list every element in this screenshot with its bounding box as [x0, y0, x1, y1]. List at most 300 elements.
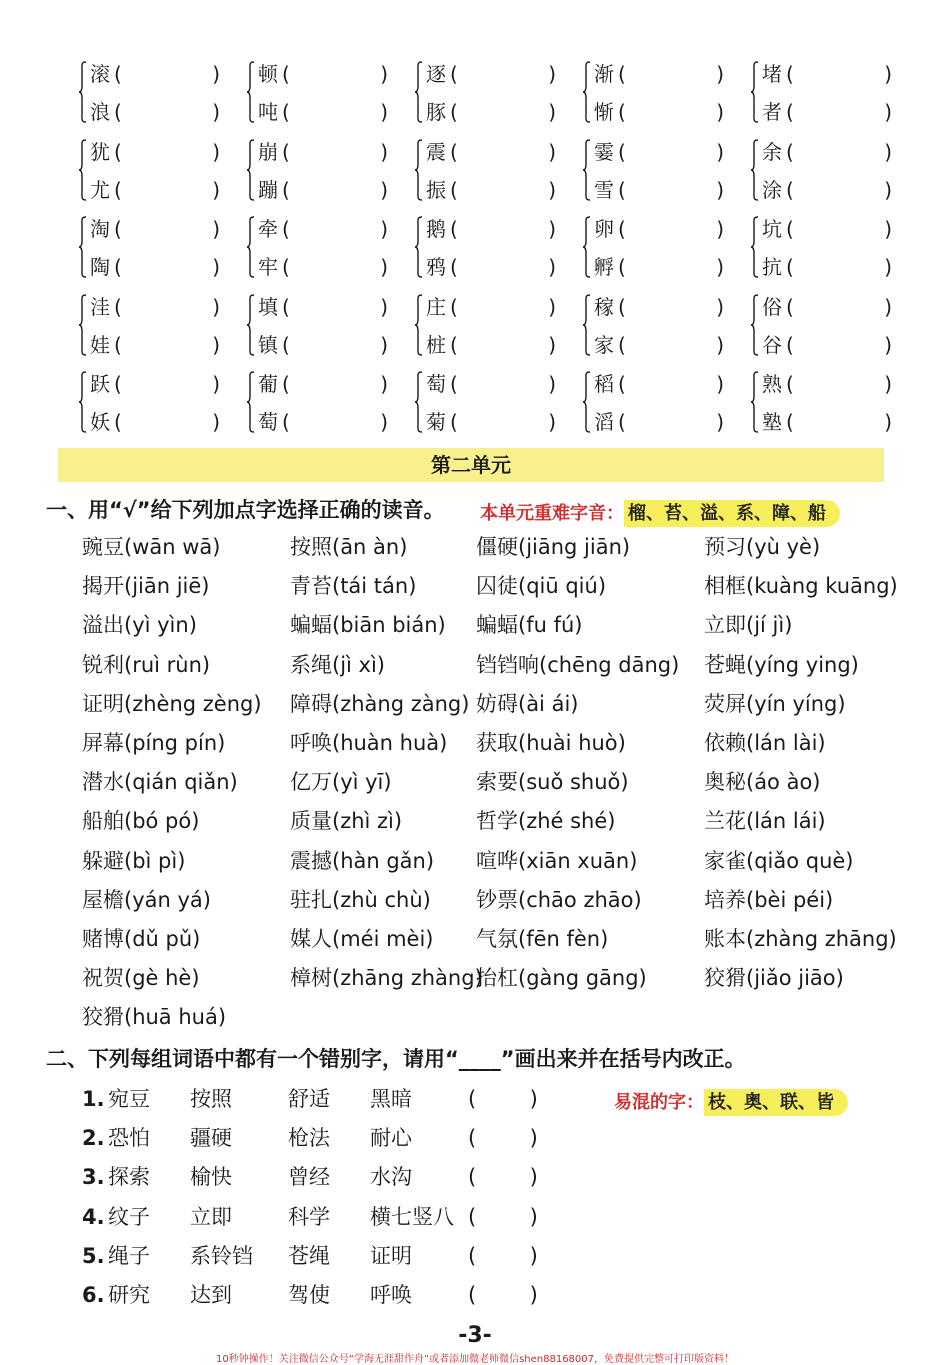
pair-character: 跃: [90, 372, 110, 396]
pinyin-choice-item[interactable]: 喧哗(xiān xuān): [476, 848, 638, 873]
pair-character: 牢: [258, 255, 278, 279]
pair-line[interactable]: [762, 175, 892, 205]
open-paren: (: [114, 410, 122, 434]
brace-icon: [750, 61, 759, 123]
brace-icon: [750, 216, 759, 278]
answer-parentheses[interactable]: ( ): [468, 1126, 538, 1151]
pair-character: 顿: [258, 62, 278, 86]
pair-line[interactable]: [90, 59, 220, 89]
character-pair: [414, 55, 556, 131]
open-paren: (: [786, 139, 794, 164]
close-paren: ): [548, 62, 556, 86]
pair-line[interactable]: [762, 97, 892, 127]
pinyin-choice-item[interactable]: 预习(yù yè): [704, 535, 821, 559]
close-paren: ): [380, 410, 388, 434]
pair-character: 鹅: [426, 217, 446, 241]
pair-character: 填: [258, 294, 278, 319]
pinyin-choice-item[interactable]: 溢出(yì yìn): [82, 613, 197, 638]
word-option[interactable]: 曾经: [288, 1165, 330, 1190]
pair-line[interactable]: [762, 292, 892, 322]
pair-line[interactable]: [594, 59, 724, 89]
row-number: 5.: [82, 1243, 105, 1268]
open-paren: (: [282, 100, 290, 124]
pair-line[interactable]: [594, 292, 724, 322]
pinyin-choice-item[interactable]: 气氛(fēn fèn): [476, 927, 609, 951]
pair-line[interactable]: [426, 137, 556, 167]
brace-icon: [78, 294, 87, 356]
brace-icon: [582, 139, 591, 201]
row-number: 4.: [82, 1204, 105, 1229]
pair-character: 家: [594, 332, 614, 357]
close-paren: ): [380, 139, 388, 164]
pair-character: 抗: [762, 255, 782, 279]
character-pair: [414, 210, 556, 286]
pair-character: 塾: [762, 410, 782, 434]
open-paren: (: [450, 255, 458, 279]
pair-character: 菊: [426, 410, 446, 434]
pair-line[interactable]: [258, 59, 388, 89]
pinyin-choice-item[interactable]: 狡猾(huā huá): [82, 1005, 227, 1030]
character-pair: [750, 210, 892, 286]
pinyin-choice-item[interactable]: 质量(zhì zì): [290, 809, 403, 834]
error-word-row: [82, 1083, 552, 1115]
open-paren: (: [450, 410, 458, 434]
pair-line[interactable]: [426, 59, 556, 89]
pair-line[interactable]: [258, 330, 388, 360]
pair-character: 蹦: [258, 177, 278, 202]
word-option[interactable]: 舒适: [288, 1087, 330, 1111]
row-number: 2.: [82, 1126, 105, 1151]
pair-line[interactable]: [594, 407, 724, 437]
close-paren: ): [884, 255, 892, 279]
character-pair: [78, 288, 220, 364]
pair-line[interactable]: [90, 330, 220, 360]
pinyin-choice-item[interactable]: 荧屏(yín yíng): [704, 691, 846, 716]
word-option[interactable]: 疆硬: [190, 1126, 232, 1151]
open-paren: (: [618, 294, 626, 319]
brace-icon: [414, 294, 423, 356]
pinyin-choice-item[interactable]: 账本(zhàng zhāng): [704, 927, 897, 951]
brace-icon: [78, 139, 87, 201]
pair-character: 谷: [762, 332, 782, 357]
close-paren: ): [380, 372, 388, 396]
pinyin-choice-item[interactable]: 震撼(hàn gǎn): [290, 848, 435, 873]
close-paren: ): [380, 217, 388, 241]
pair-line[interactable]: [90, 137, 220, 167]
character-pair: [246, 210, 388, 286]
open-paren: (: [282, 217, 290, 241]
close-paren: ): [884, 217, 892, 241]
pair-character: 振: [426, 177, 446, 202]
pinyin-choice-item[interactable]: 祝贺(gè hè): [82, 966, 200, 991]
close-paren: ): [884, 410, 892, 434]
pinyin-choice-item[interactable]: 豌豆(wān wā): [82, 535, 221, 559]
close-paren: ): [212, 62, 220, 86]
page-number: -3-: [458, 1323, 492, 1348]
open-paren: (: [618, 372, 626, 396]
open-paren: (: [282, 294, 290, 319]
pair-line[interactable]: [594, 330, 724, 360]
pair-line[interactable]: [762, 330, 892, 360]
word-option[interactable]: 立即: [190, 1204, 232, 1229]
close-paren: ): [716, 62, 724, 86]
word-option[interactable]: 恐怕: [108, 1126, 150, 1151]
pair-line[interactable]: [90, 407, 220, 437]
open-paren: (: [450, 217, 458, 241]
character-pair: [414, 288, 556, 364]
open-paren: (: [282, 177, 290, 202]
pair-line[interactable]: [762, 252, 892, 282]
pair-character: 娃: [90, 332, 110, 357]
pinyin-choice-item[interactable]: 屋檐(yán yá): [82, 887, 211, 912]
open-paren: (: [618, 100, 626, 124]
pair-row: [78, 288, 893, 366]
pair-character: 豚: [426, 100, 446, 124]
pinyin-choice-item[interactable]: 潜水(qián qiǎn): [82, 770, 238, 795]
character-pair: [750, 133, 892, 209]
brace-icon: [78, 216, 87, 278]
pair-line[interactable]: [258, 369, 388, 399]
word-option[interactable]: 探索: [108, 1165, 150, 1190]
character-pair: [582, 55, 724, 131]
brace-icon: [246, 371, 255, 433]
q2-note-highlight: 枝、奥、联、皆: [704, 1089, 848, 1116]
pinyin-choice-item[interactable]: 苍蝇(yíng ying): [704, 652, 859, 677]
pinyin-choice-item[interactable]: 青苔(tái tán): [290, 574, 417, 599]
pair-line[interactable]: [90, 175, 220, 205]
question-2-title: 二、下列每组词语中都有一个错别字，请用“____”画出来并在括号内改正。: [46, 1047, 746, 1071]
pair-character: 余: [762, 139, 782, 164]
open-paren: (: [114, 255, 122, 279]
pinyin-choice-item[interactable]: 奥秘(áo ào): [704, 770, 821, 795]
pinyin-choice-item[interactable]: 铛铛响(chēng dāng): [476, 652, 680, 677]
pinyin-choice-item[interactable]: 妨碍(ài ái): [476, 691, 579, 716]
open-paren: (: [450, 332, 458, 357]
open-paren: (: [786, 255, 794, 279]
close-paren: ): [380, 294, 388, 319]
pair-character: 涂: [762, 177, 782, 202]
answer-parentheses[interactable]: ( ): [468, 1243, 538, 1268]
close-paren: ): [716, 294, 724, 319]
pair-character: 妖: [90, 410, 110, 434]
pair-character: 熟: [762, 372, 782, 396]
pair-character: 惭: [594, 100, 614, 124]
character-pair: [246, 288, 388, 364]
pair-line[interactable]: [258, 252, 388, 282]
pinyin-choice-item[interactable]: 樟树(zhāng zhàng): [290, 966, 483, 991]
close-paren: ): [548, 139, 556, 164]
open-paren: (: [618, 255, 626, 279]
pair-line[interactable]: [594, 369, 724, 399]
pinyin-choice-item[interactable]: 狡猾(jiǎo jiāo): [704, 966, 844, 991]
brace-icon: [246, 61, 255, 123]
word-option[interactable]: 呼唤: [370, 1283, 412, 1307]
brace-icon: [582, 216, 591, 278]
close-paren: ): [716, 100, 724, 124]
open-paren: (: [282, 62, 290, 86]
pair-character: 震: [426, 139, 446, 164]
pair-character: 孵: [594, 255, 614, 279]
pinyin-choice-item[interactable]: 僵硬(jiāng jiān): [476, 535, 631, 559]
open-paren: (: [786, 372, 794, 396]
question-1-title: 一、用“√”给下列加点字选择正确的读音。: [46, 498, 445, 522]
pair-line[interactable]: [258, 97, 388, 127]
pair-line[interactable]: [762, 407, 892, 437]
brace-icon: [582, 371, 591, 433]
row-number: 6.: [82, 1283, 105, 1307]
pair-line[interactable]: [90, 292, 220, 322]
pair-line[interactable]: [90, 214, 220, 244]
pinyin-choice-item[interactable]: 哲学(zhé shé): [476, 809, 616, 834]
pair-line[interactable]: [258, 292, 388, 322]
open-paren: (: [450, 62, 458, 86]
pinyin-choice-item[interactable]: 呼唤(huàn huà): [290, 731, 448, 755]
close-paren: ): [548, 332, 556, 357]
word-option[interactable]: 水沟: [370, 1165, 412, 1190]
pair-line[interactable]: [258, 407, 388, 437]
open-paren: (: [618, 139, 626, 164]
word-option[interactable]: 苍绳: [288, 1243, 330, 1268]
pinyin-choice-item[interactable]: 获取(huài huò): [476, 731, 626, 755]
pinyin-choice-item[interactable]: 船舶(bó pó): [82, 809, 200, 834]
pinyin-choice-item[interactable]: 锐利(ruì rùn): [82, 652, 211, 677]
pair-character: 葡: [258, 372, 278, 396]
open-paren: (: [786, 177, 794, 202]
pair-line[interactable]: [426, 175, 556, 205]
brace-icon: [414, 216, 423, 278]
pair-character: 浪: [90, 100, 110, 124]
close-paren: ): [212, 372, 220, 396]
open-paren: (: [450, 177, 458, 202]
close-paren: ): [716, 217, 724, 241]
open-paren: (: [786, 100, 794, 124]
close-paren: ): [548, 217, 556, 241]
open-paren: (: [786, 62, 794, 86]
close-paren: ): [212, 139, 220, 164]
pair-character: 萄: [426, 372, 446, 396]
character-pair: [750, 55, 892, 131]
open-paren: (: [450, 139, 458, 164]
pinyin-choice-item[interactable]: 系绳(jì xì): [290, 652, 385, 677]
open-paren: (: [282, 139, 290, 164]
word-option[interactable]: 纹子: [108, 1204, 150, 1229]
pair-character: 庄: [426, 294, 446, 319]
close-paren: ): [548, 372, 556, 396]
answer-parentheses[interactable]: ( ): [468, 1204, 538, 1229]
character-pair: [78, 55, 220, 131]
close-paren: ): [884, 177, 892, 202]
character-pair: [246, 55, 388, 131]
footer-note: 10秒钟操作！关注微信公众号“学海无涯甜作舟”或者添加微老师微信shen88168007，免费提供完整可打印版资料！: [215, 1354, 735, 1365]
pair-line[interactable]: [426, 407, 556, 437]
close-paren: ): [716, 372, 724, 396]
open-paren: (: [282, 332, 290, 357]
pair-line[interactable]: [426, 330, 556, 360]
close-paren: ): [716, 255, 724, 279]
word-option[interactable]: 横七竖八: [370, 1204, 454, 1229]
word-option[interactable]: 按照: [190, 1087, 232, 1111]
open-paren: (: [618, 332, 626, 357]
word-option[interactable]: 达到: [190, 1283, 232, 1307]
pair-character: 崩: [258, 139, 278, 164]
pinyin-choice-item[interactable]: 媒人(méi mèi): [290, 927, 434, 951]
pair-row: [78, 55, 893, 133]
pair-row: [78, 210, 893, 288]
brace-icon: [78, 61, 87, 123]
brace-icon: [414, 371, 423, 433]
word-option[interactable]: 系铃铛: [190, 1243, 253, 1268]
brace-icon: [246, 216, 255, 278]
close-paren: ): [548, 294, 556, 319]
pair-line[interactable]: [258, 137, 388, 167]
pair-row: [78, 365, 893, 443]
character-pair: [414, 133, 556, 209]
brace-icon: [582, 294, 591, 356]
word-option[interactable]: 驾使: [288, 1283, 330, 1307]
pair-line[interactable]: [594, 252, 724, 282]
close-paren: ): [884, 332, 892, 357]
pair-character: 淘: [90, 217, 110, 241]
pair-character: 尤: [90, 177, 110, 202]
pinyin-choice-item[interactable]: 囚徒(qiū qiú): [476, 574, 607, 599]
brace-icon: [414, 139, 423, 201]
error-word-row: [82, 1122, 552, 1154]
brace-icon: [750, 371, 759, 433]
pair-line[interactable]: [426, 214, 556, 244]
pair-line[interactable]: [594, 214, 724, 244]
character-pair: [582, 210, 724, 286]
pair-character: 雪: [594, 177, 614, 202]
pair-line[interactable]: [90, 369, 220, 399]
row-number: 3.: [82, 1165, 105, 1190]
pair-line[interactable]: [762, 59, 892, 89]
open-paren: (: [114, 332, 122, 357]
pair-character: 者: [762, 100, 782, 124]
close-paren: ): [212, 217, 220, 241]
word-option[interactable]: 黑暗: [370, 1087, 412, 1111]
character-pair: [582, 288, 724, 364]
close-paren: ): [212, 294, 220, 319]
character-pair: [246, 365, 388, 441]
close-paren: ): [380, 100, 388, 124]
open-paren: (: [450, 372, 458, 396]
character-pair: [414, 365, 556, 441]
open-paren: (: [450, 294, 458, 319]
open-paren: (: [114, 139, 122, 164]
word-option[interactable]: 研究: [108, 1283, 150, 1307]
error-word-row: [82, 1240, 552, 1272]
close-paren: ): [380, 62, 388, 86]
answer-parentheses[interactable]: ( ): [468, 1087, 538, 1111]
brace-icon: [246, 139, 255, 201]
pinyin-choice-item[interactable]: 兰花(lán lái): [704, 809, 826, 834]
pair-line[interactable]: [762, 137, 892, 167]
pair-character: 坑: [762, 217, 782, 241]
pair-line[interactable]: [426, 97, 556, 127]
q1-note: [480, 499, 840, 525]
pair-line[interactable]: [426, 369, 556, 399]
open-paren: (: [282, 372, 290, 396]
word-option[interactable]: 绳子: [108, 1243, 150, 1268]
open-paren: (: [114, 294, 122, 319]
word-option[interactable]: 宛豆: [108, 1087, 150, 1111]
word-option[interactable]: 证明: [370, 1243, 412, 1268]
open-paren: (: [450, 100, 458, 124]
answer-parentheses[interactable]: ( ): [468, 1165, 538, 1190]
pinyin-choice-item[interactable]: 赌博(dǔ pǔ): [82, 927, 201, 951]
pinyin-choice-item[interactable]: 钞票(chāo zhāo): [476, 887, 642, 912]
pair-line[interactable]: [594, 175, 724, 205]
character-pairs-grid: [78, 55, 893, 443]
pair-character: 镇: [258, 332, 278, 357]
brace-icon: [582, 61, 591, 123]
pinyin-choice-item[interactable]: 培养(bèi péi): [704, 887, 834, 912]
pinyin-choice-item[interactable]: 立即(jí jì): [704, 613, 793, 638]
close-paren: ): [380, 177, 388, 202]
pinyin-choice-item[interactable]: 蝙蝠(fu fú): [476, 613, 583, 638]
pinyin-choice-item[interactable]: 亿万(yì yī): [290, 770, 392, 795]
close-paren: ): [380, 332, 388, 357]
pair-line[interactable]: [594, 137, 724, 167]
pinyin-choice-item[interactable]: 揭开(jiān jiē): [82, 574, 210, 599]
word-option[interactable]: 耐心: [370, 1126, 412, 1151]
pair-line[interactable]: [762, 369, 892, 399]
pair-character: 逐: [426, 62, 446, 86]
pinyin-choice-item[interactable]: 抬杠(gàng gāng): [476, 966, 647, 991]
character-pair: [750, 365, 892, 441]
pair-line[interactable]: [90, 252, 220, 282]
character-pair: [582, 133, 724, 209]
pinyin-choice-item[interactable]: 障碍(zhàng zàng): [290, 691, 470, 716]
pinyin-choice-item[interactable]: 蝙蝠(biān bián): [290, 613, 446, 638]
close-paren: ): [212, 100, 220, 124]
pinyin-choice-item[interactable]: 躲避(bì pì): [82, 848, 186, 873]
pinyin-choice-item[interactable]: 家雀(qiǎo què): [704, 848, 854, 873]
pair-line[interactable]: [258, 214, 388, 244]
pinyin-choice-item[interactable]: 按照(ān àn): [290, 535, 408, 559]
pinyin-choice-item[interactable]: 索要(suǒ shuǒ): [476, 770, 629, 795]
pinyin-choice-item[interactable]: 驻扎(zhù chù): [290, 887, 431, 912]
close-paren: ): [716, 332, 724, 357]
pair-line[interactable]: [258, 175, 388, 205]
pair-line[interactable]: [594, 97, 724, 127]
pair-character: 吨: [258, 100, 278, 124]
pinyin-choice-item[interactable]: 依赖(lán lài): [704, 731, 826, 755]
word-option[interactable]: 科学: [288, 1204, 330, 1229]
pair-line[interactable]: [426, 252, 556, 282]
close-paren: ): [380, 255, 388, 279]
word-option[interactable]: 枪法: [288, 1126, 330, 1151]
open-paren: (: [786, 410, 794, 434]
open-paren: (: [618, 410, 626, 434]
pair-line[interactable]: [426, 292, 556, 322]
open-paren: (: [618, 177, 626, 202]
open-paren: (: [618, 62, 626, 86]
pinyin-choice-item[interactable]: 相框(kuàng kuāng): [704, 574, 898, 599]
word-option[interactable]: 榆快: [190, 1165, 232, 1190]
open-paren: (: [114, 217, 122, 241]
close-paren: ): [884, 372, 892, 396]
pair-line[interactable]: [762, 214, 892, 244]
pinyin-choice-item[interactable]: 证明(zhèng zèng): [82, 691, 262, 716]
q1-note-highlight: 榴、苔、溢、系、障、船: [624, 500, 840, 527]
pair-line[interactable]: [90, 97, 220, 127]
pair-character: 卵: [594, 217, 614, 241]
pair-character: 堵: [762, 62, 782, 86]
pair-character: 稼: [594, 294, 614, 319]
pinyin-choice-item[interactable]: 屏幕(píng pín): [82, 731, 226, 755]
answer-parentheses[interactable]: ( ): [468, 1283, 538, 1307]
